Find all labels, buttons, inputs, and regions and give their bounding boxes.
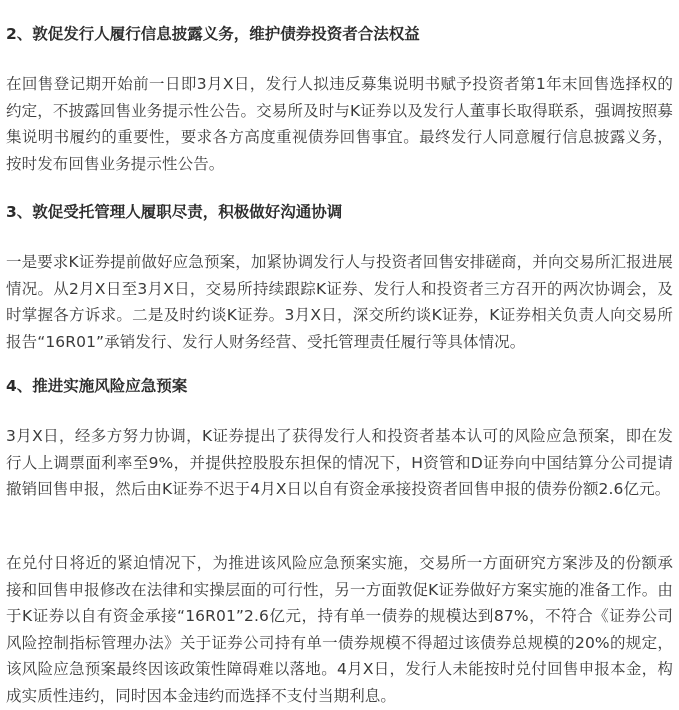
section-4-paragraph-1: 3月X日，经多方努力协调，K证券提出了获得发行人和投资者基本认可的风险应急预案，即在发行人上调票面利率至9%，并提供控股股东担保的情况下，H资管和D证券向中国结算分公司提请撤销回售申报，然后由K证券不迟于4月X日以自有资金承接投资者回售申报的债券份额2.6亿元。 [6, 427, 673, 498]
section-2-heading: 2、敦促发行人履行信息披露义务，维护债券投资者合法权益 [6, 25, 420, 43]
section-3-paragraph: 一是要求K证券提前做好应急预案，加紧协调发行人与投资者回售安排磋商，并向交易所汇报进展情况。从2月X日至3月X日，交易所持续跟踪K证券、发行人和投资者三方召开的两次协调会，及时掌握各方诉求。二是及时约谈K证券。3月X日，深交所约谈K证券，K证券相关负责人向交易所报告“16R01”承销发行、发行人财务经营、受托管理责任履行等具体情况。 [6, 253, 673, 351]
section-4-paragraph-2: 在兑付日将近的紧迫情况下，为推进该风险应急预案实施，交易所一方面研究方案涉及的份额承接和回售申报修改在法律和实操层面的可行性，另一方面敦促K证券做好方案实施的准备工作。由于K证券以自有资金承接“16R01”2.6亿元，持有单一债券的规模达到87%，不符合《证券公司风险控制指标管理办法》关于证券公司持有单一债券规模不得超过该债券总规模的20%的规定，该风险应急预案最终因该政策性障碍难以落地。4月X日，发行人未能按时兑付回售申报本金，构成实质性违约，同时因本金违约而选择不支付当期利息。 [6, 554, 673, 705]
section-2-paragraph: 在回售登记期开始前一日即3月X日，发行人拟违反募集说明书赋予投资者第1年末回售选择权的约定，不披露回售业务提示性公告。交易所及时与K证券以及发行人董事长取得联系，强调按照募集说明书履约的重要性，要求各方高度重视债券回售事宜。最终发行人同意履行信息披露义务，按时发布回售业务提示性公告。 [6, 75, 673, 173]
section-4-heading: 4、推进实施风险应急预案 [6, 377, 188, 395]
section-3-heading: 3、敦促受托管理人履职尽责，积极做好沟通协调 [6, 203, 343, 221]
